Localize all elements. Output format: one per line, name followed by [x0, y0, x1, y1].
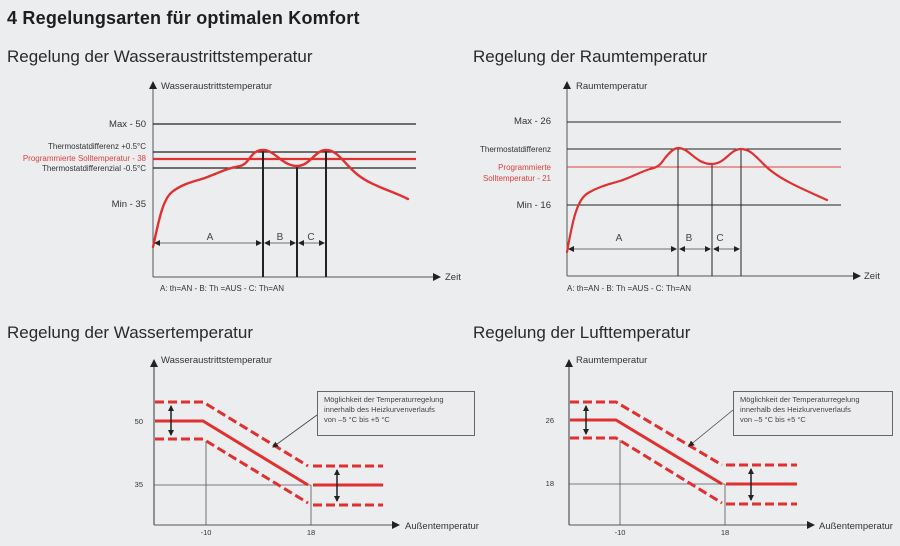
chart1-max-label: Max - 50: [109, 119, 146, 130]
page-title: 4 Regelungsarten für optimalen Komfort: [7, 8, 360, 28]
chart3-ytick-35: 35: [134, 480, 143, 489]
chart3-xtick-18: 18: [306, 528, 316, 537]
chart1-setpoint-label: Programmierte Solltemperatur - 38: [22, 154, 146, 163]
chart2-setpoint-label-2: Solltemperatur - 21: [482, 174, 551, 183]
chart1-phase-b: B: [276, 232, 284, 243]
chart2-phase-b: B: [685, 233, 693, 244]
chart1-min-label: Min - 35: [111, 199, 146, 210]
chart3-title: Regelung der Wassertemperatur: [7, 323, 253, 342]
chart1-phase-c: C: [307, 232, 315, 243]
chart4-ytick-26: 26: [545, 416, 554, 425]
chart2-min-label: Min - 16: [516, 200, 551, 211]
chart2-max-label: Max - 26: [514, 116, 551, 127]
chart2-xlabel: Zeit: [864, 271, 880, 282]
chart2-legend-note: A: th=AN - B: Th =AUS - C: Th=AN: [567, 284, 691, 293]
chart1-legend-note: A: th=AN - B: Th =AUS - C: Th=AN: [160, 284, 284, 293]
chart1-phase-a: A: [206, 232, 214, 243]
chart3-ylabel: Wasseraustrittstemperatur: [161, 355, 273, 366]
chart4-ylabel: Raumtemperatur: [576, 355, 648, 366]
chart1-ylabel: Wasseraustrittstemperatur: [161, 81, 273, 92]
chart1-plus-label: Thermostatdifferenz +0.5°C: [48, 142, 146, 151]
chart3-xlabel: Außentemperatur: [405, 521, 479, 532]
chart2-ylabel: Raumtemperatur: [576, 81, 648, 92]
chart4-callout: Möglichkeit der Temperaturregelung innerhalb des Heizkurvenverlaufs von –5 °C bis +5 °C: [733, 391, 893, 436]
chart3-xtick-m10: -10: [200, 528, 212, 537]
chart2-phase-a: A: [615, 233, 623, 244]
chart3-ytick-50: 50: [134, 417, 143, 426]
chart2-title: Regelung der Raumtemperatur: [473, 47, 708, 66]
chart2-setpoint-label-1: Programmierte: [498, 163, 551, 172]
chart1-title: Regelung der Wasseraustrittstemperatur: [7, 47, 313, 66]
chart4-xlabel: Außentemperatur: [819, 521, 893, 532]
chart4-xtick-18: 18: [720, 528, 730, 537]
chart2-thermo-label: Thermostatdifferenz: [480, 145, 551, 154]
chart1-xlabel: Zeit: [445, 272, 461, 283]
chart2-temperature-curve: [567, 148, 827, 252]
chart4-title: Regelung der Lufttemperatur: [473, 323, 691, 342]
chart4-xtick-m10: -10: [614, 528, 626, 537]
chart3-callout: Möglichkeit der Temperaturregelung innerhalb des Heizkurvenverlaufs von –5 °C bis +5 °C: [317, 391, 475, 436]
chart4-ytick-18: 18: [545, 479, 554, 488]
chart2: [480, 81, 880, 293]
chart1: [23, 81, 461, 293]
chart2-phase-c: C: [716, 233, 724, 244]
chart4: [546, 355, 893, 537]
chart3: [135, 355, 479, 537]
chart1-minus-label: Thermostatdifferenzial -0.5°C: [42, 164, 146, 173]
